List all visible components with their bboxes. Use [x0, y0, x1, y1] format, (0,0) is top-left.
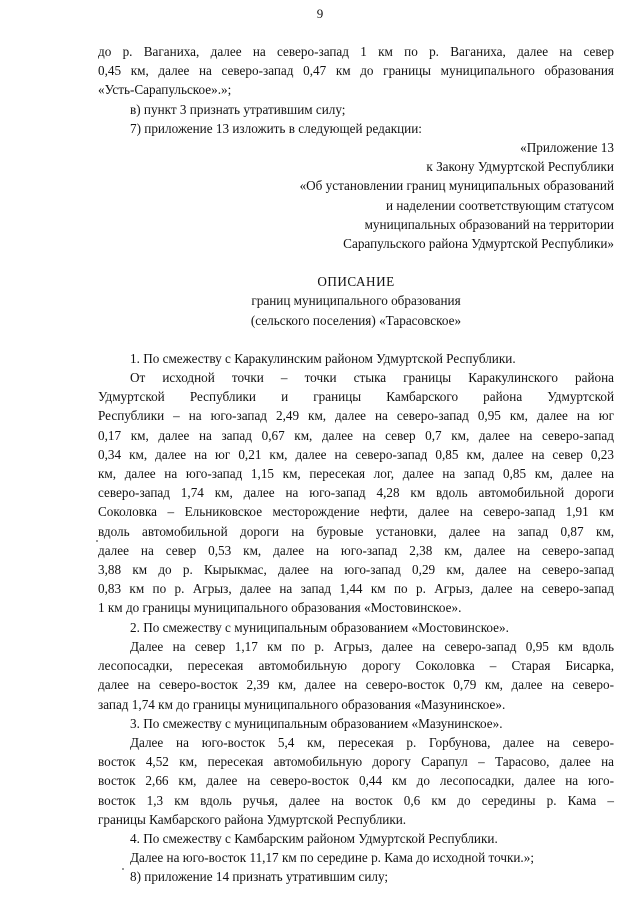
paragraph-line: далее на северо-восток 2,39 км, далее на северо-восток 0,79 км, далее на северо- [98, 677, 614, 693]
annex-line: муниципальных образований на территории [364, 216, 614, 232]
annex-line: «Об установлении границ муниципальных образований [299, 178, 614, 194]
paragraph-line: км, далее на юго-запад 1,15 км, пересекая лог, далее на запад 0,85 км, далее на [98, 466, 614, 482]
scan-speck [96, 540, 98, 542]
list-item-v: в) пункт 3 признать утратившим силу; [130, 101, 346, 117]
paragraph-line: Далее на юго-восток 11,17 км по середине р. Кама до исходной точки.»; [130, 850, 534, 866]
section-heading: 4. По смежеству с Камбарским районом Удмуртской Республики. [130, 830, 498, 846]
annex-line: к Закону Удмуртской Республики [426, 159, 614, 175]
paragraph-line: 1 км до границы муниципального образования «Мостовинское». [98, 600, 462, 616]
section-heading: 2. По смежеству с муниципальным образованием «Мостовинское». [130, 619, 509, 635]
paragraph-line: восток 2,66 км, далее на северо-восток 0,44 км до лесопосадки, далее на юго- [98, 773, 614, 789]
paragraph-line: 0,83 км по р. Агрыз, далее на запад 1,44 км по р. Агрыз, далее на северо-запад [98, 581, 614, 597]
paragraph-line: «Усть-Сарапульское».»; [98, 82, 232, 98]
annex-header [98, 138, 614, 253]
scan-speck [122, 868, 124, 870]
paragraph-line: 0,17 км, далее на запад 0,67 км, далее на север 0,7 км, далее на северо-запад [98, 427, 614, 443]
paragraph-line: 3,88 км до р. Кырыкмас, далее на юго-запад 0,29 км, далее на северо-запад [98, 562, 614, 578]
section-subtitle: (сельского поселения) «Тарасовское» [250, 312, 462, 328]
paragraph-line: От исходной точки – точки стыка границы Каракулинского района [130, 370, 614, 386]
paragraph-line: Удмуртской Республики и границы Камбарского района Удмуртской [98, 389, 614, 405]
paragraph-line: запад 1,74 км до границы муниципального образования «Мазунинское». [98, 696, 506, 712]
paragraph-line: восток 1,3 км вдоль ручья, далее на восток 0,6 км до середины р. Кама – [98, 792, 614, 808]
paragraph-line: Далее на север 1,17 км по р. Агрыз, далее на северо-запад 0,95 км вдоль [130, 638, 614, 654]
list-item-7: 7) приложение 13 изложить в следующей редакции: [130, 120, 422, 136]
section-subtitle: границ муниципального образования [251, 293, 461, 309]
paragraph-line: 0,34 км, далее на юг 0,21 км, далее на северо-запад 0,85 км, далее на север 0,23 [98, 446, 614, 462]
paragraph-line: восток 4,52 км, пересекая автомобильную дорогу Сарапул – Тарасово, далее на [98, 754, 614, 770]
paragraph-line: лесопосадки, пересекая автомобильную дорогу Соколовка – Старая Бисарка, [98, 658, 614, 674]
paragraph-line: северо-запад 1,74 км, далее на юго-запад 4,28 км вдоль автомобильной дороги [98, 485, 614, 501]
document-body [98, 42, 614, 887]
annex-line: и наделении соответствующим статусом [386, 197, 614, 213]
paragraph-line: до р. Ваганиха, далее на северо-запад 1 км по р. Ваганиха, далее на север [98, 44, 614, 59]
paragraph-line: Далее на юго-восток 5,4 км, пересекая р. Горбунова, далее на северо- [130, 734, 614, 750]
section-heading: 1. По смежеству с Каракулинским районом Удмуртской Республики. [130, 350, 516, 366]
section-heading: 3. По смежеству с муниципальным образованием «Мазунинское». [130, 715, 503, 731]
page-number: 9 [316, 6, 324, 21]
list-item-8: 8) приложение 14 признать утратившим силу; [130, 869, 389, 885]
paragraph-line: Соколовка – Ельниковское месторождение нефти, далее на северо-запад 1,91 км [98, 504, 614, 520]
annex-line: «Приложение 13 [520, 140, 614, 156]
paragraph-line: Республики – на юго-запад 2,49 км, далее на северо-запад 0,95 км, далее на юг [98, 408, 614, 424]
paragraph-line: далее на север 0,53 км, далее на юго-запад 2,38 км, далее на северо-запад [98, 542, 614, 558]
paragraph-line: границы Камбарского района Удмуртской Республики. [98, 811, 407, 827]
paragraph-line: 0,45 км, далее на северо-запад 0,47 км до границы муниципального образования [98, 63, 614, 79]
annex-line: Сарапульского района Удмуртской Республики» [343, 236, 614, 252]
section-title: ОПИСАНИЕ [317, 274, 395, 290]
paragraph-line: вдоль автомобильной дороги на буровые установки, далее на запад 0,87 км, [98, 523, 614, 539]
